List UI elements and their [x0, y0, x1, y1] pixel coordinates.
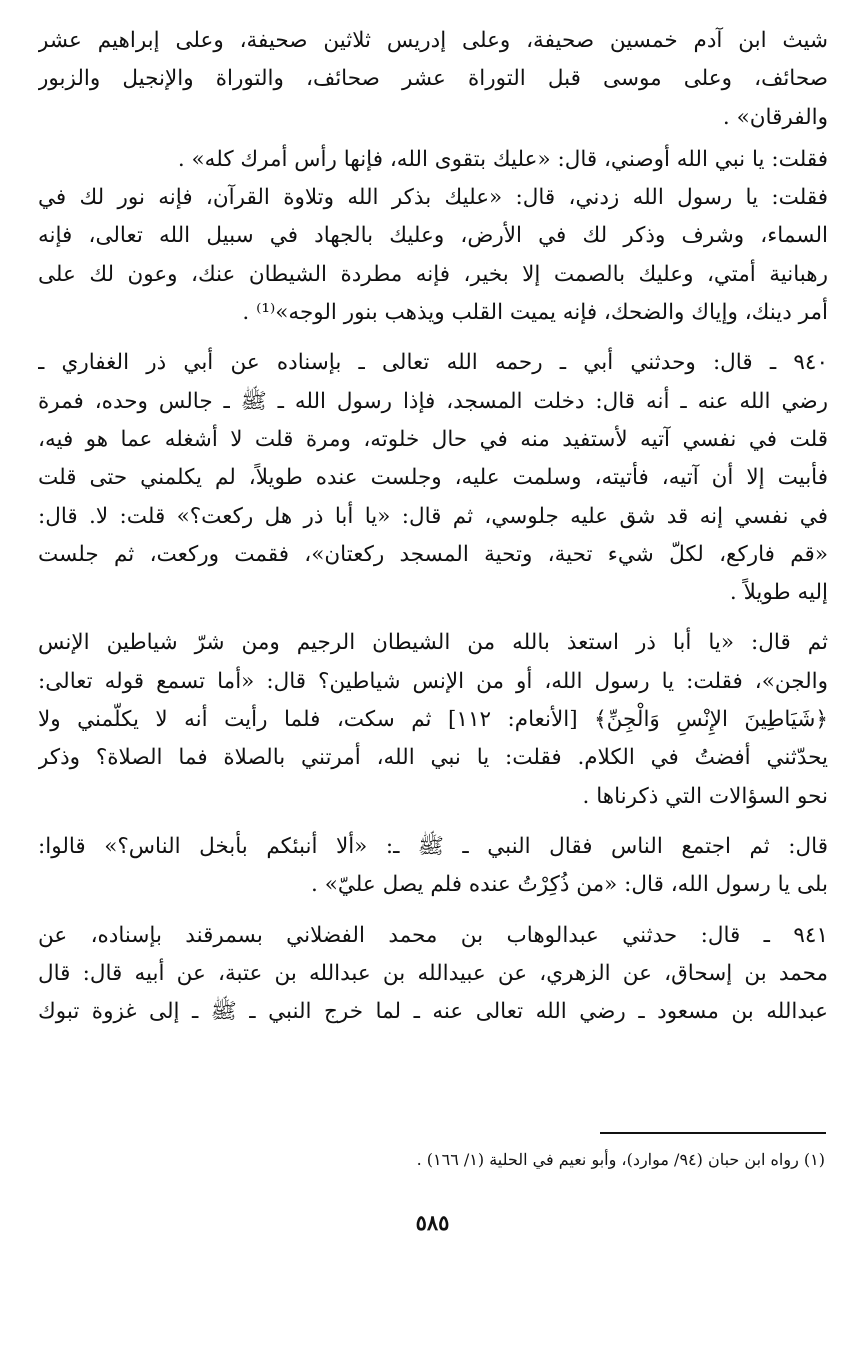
- text-line: نحو السؤالات التي ذكرناها .: [582, 783, 828, 809]
- footnote-divider: [600, 1132, 826, 1134]
- paragraph-941: [38, 917, 828, 1032]
- text-line: قلت في نفسي آتيه لأستفيد منه في حال خلوته، ومرة قلت لا أشغله عما هو فيه،: [38, 426, 828, 452]
- text-line: إليه طويلاً .: [729, 580, 828, 606]
- paragraph-5: [38, 624, 828, 815]
- text-line: ثم قال: «يا أبا ذر استعذ بالله من الشيطان الرجيم ومن شرّ شياطين الإنس: [38, 630, 828, 656]
- paragraph-6: [38, 828, 828, 905]
- page-number: ٥٨٥: [415, 1210, 450, 1235]
- text-line: ٩٤٠ ـ قال: وحدثني أبي ـ رحمه الله تعالى ـ بإسناده عن أبي ذر الغفاري ـ: [38, 350, 828, 376]
- text-line: والجن»، فقلت: يا رسول الله، أو من الإنس شياطين؟ قال: «أما تسمع قوله تعالى:: [38, 668, 828, 694]
- text-line: فقلت: يا رسول الله زدني، قال: «عليك بذكر الله وتلاوة القرآن، فإنه نور لك في: [38, 185, 828, 211]
- text-line: أمر دينك، وإياك والضحك، فإنه يميت القلب ويذهب بنور الوجه»⁽¹⁾ .: [242, 300, 828, 326]
- paragraph-2: [38, 141, 828, 179]
- text-line: رضي الله عنه ـ أنه قال: دخلت المسجد، فإذا رسول الله ـ ﷺ ـ جالس وحده، فمرة: [38, 388, 828, 414]
- text-line: قال: ثم اجتمع الناس فقال النبي ـ ﷺ ـ: «ألا أنبئكم بأبخل الناس؟» قالوا:: [38, 833, 828, 859]
- text-line: فقلت: يا نبي الله أوصني، قال: «عليك بتقوى الله، فإنها رأس أمرك كله» .: [177, 146, 828, 172]
- text-line: شيث ابن آدم خمسين صحيفة، وعلى إدريس ثلاثين صحيفة، وعلى إبراهيم عشر: [38, 28, 828, 53]
- text-line: صحائف، وعلى موسى قبل التوراة عشر صحائف، والتوراة والإنجيل والزبور: [38, 66, 828, 92]
- paragraph-940: [38, 344, 828, 612]
- paragraph-3: [38, 179, 828, 332]
- text-line: بلى يا رسول الله، قال: «من ذُكِرْتُ عنده فلم يصل عليّ» .: [311, 872, 828, 898]
- page-body: [38, 22, 828, 1043]
- paragraph-1: [38, 22, 828, 137]
- text-line: ٩٤١ ـ قال: حدثني عبدالوهاب بن محمد الفضلاني بسمرقند بإسناده، عن: [38, 922, 828, 948]
- text-line: في نفسي إنه قد شق عليه جلوسي، ثم قال: «يا أبا ذر هل ركعت؟» قلت: لا. قال:: [38, 503, 828, 529]
- text-line: والفرقان» .: [722, 104, 828, 130]
- text-line: السماء، وشرف وذكر لك في الأرض، وعليك بالجهاد في سبيل الله تعالى، فإنه: [38, 223, 828, 249]
- text-line: «قم فاركع، لكلّ شيء تحية، وتحية المسجد ركعتان»، فقمت وركعت، ثم جلست: [38, 541, 828, 567]
- text-line: محمد بن إسحاق، عن الزهري، عن عبيدالله بن عبدالله بن عتبة، عن أبيه قال: قال: [38, 960, 828, 986]
- text-line: ﴿شَيَاطِينَ الإِنْسِ وَالْجِنِّ﴾ [الأنعام: ١١٢] ثم سكت، فلما رأيت أنه لا يكلّمني ولا: [38, 707, 828, 733]
- text-line: رهبانية أمتي، وعليك بالصمت إلا بخير، فإنه مطردة الشيطان عنك، وعون لك على: [38, 261, 828, 287]
- text-line: عبدالله بن مسعود ـ رضي الله تعالى عنه ـ لما خرج النبي ـ ﷺ ـ إلى غزوة تبوك: [38, 999, 828, 1025]
- text-line: فأبيت إلا أن آتيه، فأتيته، وسلمت عليه، وجلست عنده طويلاً، لم يكلمني حتى قلت: [38, 465, 828, 491]
- footnote: (١) رواه ابن حبان (٩٤/ موارد)، وأبو نعيم في الحلية (١/ ١٦٦) .: [416, 1150, 825, 1169]
- text-line: يحدّثني أفضتُ في الكلام. فقلت: يا نبي الله، أمرتني بالصلاة فما الصلاة؟ وذكر: [38, 745, 828, 771]
